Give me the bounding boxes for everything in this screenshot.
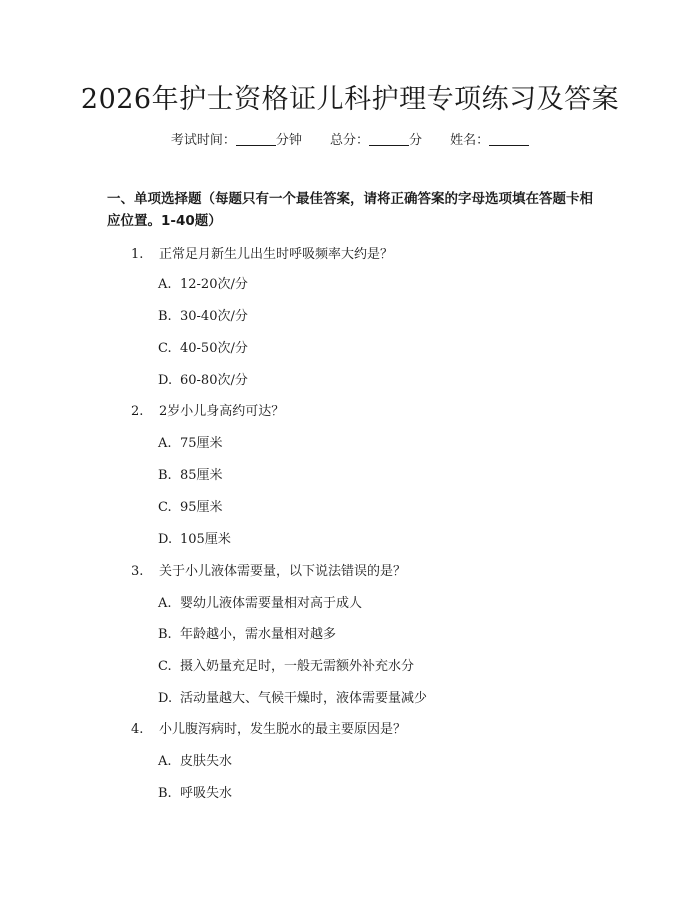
answer-option xyxy=(158,784,232,804)
option-letter: A. xyxy=(158,277,172,292)
question-number: 3. xyxy=(131,564,144,579)
question xyxy=(131,245,393,265)
total-score-field xyxy=(330,133,422,148)
option-text: 皮肤失水 xyxy=(180,754,233,769)
answer-option xyxy=(158,752,232,772)
question-text: 正常足月新生儿出生时呼吸频率大约是？ xyxy=(159,247,394,262)
answer-option xyxy=(158,625,336,645)
name-blank xyxy=(489,131,529,146)
answer-option xyxy=(158,371,248,391)
option-letter: B. xyxy=(158,627,172,642)
exam-time-blank xyxy=(236,131,276,146)
option-letter: B. xyxy=(158,468,172,483)
name-label: 姓名： xyxy=(450,133,490,148)
option-text: 85厘米 xyxy=(180,468,223,483)
option-letter: C. xyxy=(158,500,172,515)
question xyxy=(131,402,284,422)
exam-time-label: 考试时间： xyxy=(170,133,236,148)
option-text: 105厘米 xyxy=(180,532,231,547)
option-text: 60-80次/分 xyxy=(180,373,248,388)
option-letter: B. xyxy=(158,786,172,801)
option-letter: C. xyxy=(158,659,172,674)
total-score-label: 总分： xyxy=(329,133,369,148)
question xyxy=(131,720,406,740)
answer-option xyxy=(158,530,231,550)
option-letter: A. xyxy=(158,754,172,769)
question-number: 2. xyxy=(131,404,144,419)
option-letter: D. xyxy=(158,532,173,547)
question-number: 1. xyxy=(131,247,144,262)
answer-option xyxy=(158,339,248,359)
answer-option xyxy=(158,307,248,327)
option-text: 婴幼儿液体需要量相对高于成人 xyxy=(180,596,363,611)
document-title: 2026年护士资格证儿科护理专项练习及答案 xyxy=(80,84,620,115)
question-text: 小儿腹泻病时，发生脱水的最主要原因是？ xyxy=(159,722,407,737)
option-text: 95厘米 xyxy=(180,500,223,515)
question xyxy=(131,562,406,582)
answer-option xyxy=(158,434,223,454)
answer-option xyxy=(158,689,427,709)
question-text: 关于小儿液体需要量，以下说法错误的是？ xyxy=(159,564,407,579)
question-number: 4. xyxy=(131,722,144,737)
exam-time-unit: 分钟 xyxy=(275,133,302,148)
option-text: 摄入奶量充足时，一般无需额外补充水分 xyxy=(180,659,415,674)
total-score-blank xyxy=(369,131,409,146)
option-text: 12-20次/分 xyxy=(180,277,248,292)
answer-option xyxy=(158,275,248,295)
exam-info-line xyxy=(0,131,700,151)
option-letter: A. xyxy=(158,596,172,611)
answer-option xyxy=(158,594,362,614)
option-text: 30-40次/分 xyxy=(180,309,248,324)
option-text: 年龄越小，需水量相对越多 xyxy=(180,627,337,642)
option-letter: C. xyxy=(158,341,172,356)
option-letter: B. xyxy=(158,309,172,324)
answer-option xyxy=(158,466,223,486)
section-heading: 一、单项选择题（每题只有一个最佳答案，请将正确答案的字母选项填在答题卡相应位置。1-40题） xyxy=(107,191,593,229)
option-letter: A. xyxy=(158,436,172,451)
answer-option xyxy=(158,498,223,518)
option-text: 呼吸失水 xyxy=(180,786,233,801)
option-letter: D. xyxy=(158,691,173,706)
option-text: 40-50次/分 xyxy=(180,341,248,356)
question-text: 2岁小儿身高约可达？ xyxy=(159,404,285,419)
name-field xyxy=(450,133,529,148)
option-text: 活动量越大、气候干燥时，液体需要量减少 xyxy=(180,691,428,706)
exam-time-field xyxy=(171,133,302,148)
total-score-unit: 分 xyxy=(409,133,423,148)
option-letter: D. xyxy=(158,373,173,388)
option-text: 75厘米 xyxy=(180,436,223,451)
answer-option xyxy=(158,657,414,677)
